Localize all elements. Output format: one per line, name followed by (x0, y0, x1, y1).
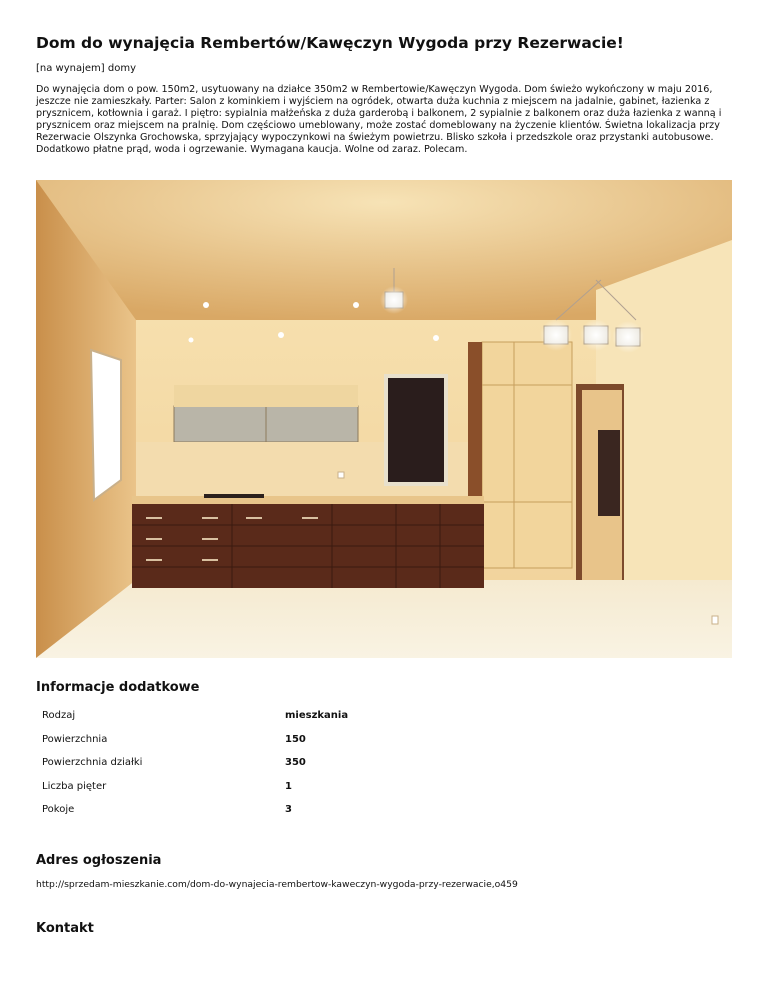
detail-label: Pokoje (42, 804, 75, 816)
listing-description: Do wynajęcia dom o pow. 150m2, usytuowany na działce 350m2 w Rembertowie/Kawęczyn Wygoda. Dom świeżo wykończony w maju 2016, jeszcze nie zamieszkały. Parter: Salon z kominkiem i wyjściem na ogródek, otwarta duża kuchnia z miejscem na jadalnie, gabinet, łazienka z prysznicem, kotłownia i garaż. I piętro: sypialnia małżeńska z duża garderobą i balkonem, 2 sypialnie z balkonem oraz duża łazienka z wanną i prysznicem oraz miejscem na pralnię. Dom częściowo umeblowany, może zostać domeblowany na życzenie klientów. Świetna lokalizacja przy Rezerwacie Olszynka Grochowska, sprzyjający wypoczynkowi na świeżym powietrzu. Blisko szkoła i przedszkole oraz przystanki autobusowe. Dodatkowo płatne prąd, woda i ogrzewanie. Wymagana kaucja. Wolne od zaraz. Polecam. (36, 84, 722, 155)
listing-url[interactable]: http://sprzedam-mieszkanie.com/dom-do-wynajecia-rembertow-kaweczyn-wygoda-przy-rezerwacie,o459 (36, 879, 518, 890)
detail-value: mieszkania (285, 710, 349, 722)
table-row (36, 775, 348, 799)
details-table (36, 704, 348, 822)
table-row (36, 728, 348, 752)
detail-label: Rodzaj (42, 710, 76, 722)
detail-label: Liczba pięter (42, 780, 107, 792)
detail-label: Powierzchnia działki (42, 757, 143, 769)
detail-value: 3 (285, 804, 292, 816)
detail-label: Powierzchnia (42, 733, 108, 745)
page-title: Dom do wynajęcia Rembertów/Kawęczyn Wygoda przy Rezerwacie! (36, 34, 624, 52)
listing-category: [na wynajem] domy (36, 63, 136, 74)
table-row (36, 704, 348, 728)
table-row (36, 798, 348, 822)
detail-value: 350 (285, 757, 306, 769)
details-heading: Informacje dodatkowe (36, 680, 200, 695)
contact-heading: Kontakt (36, 921, 94, 936)
detail-value: 1 (285, 780, 292, 792)
listing-photo (36, 180, 732, 658)
address-heading: Adres ogłoszenia (36, 853, 162, 868)
detail-value: 150 (285, 733, 306, 745)
table-row (36, 751, 348, 775)
